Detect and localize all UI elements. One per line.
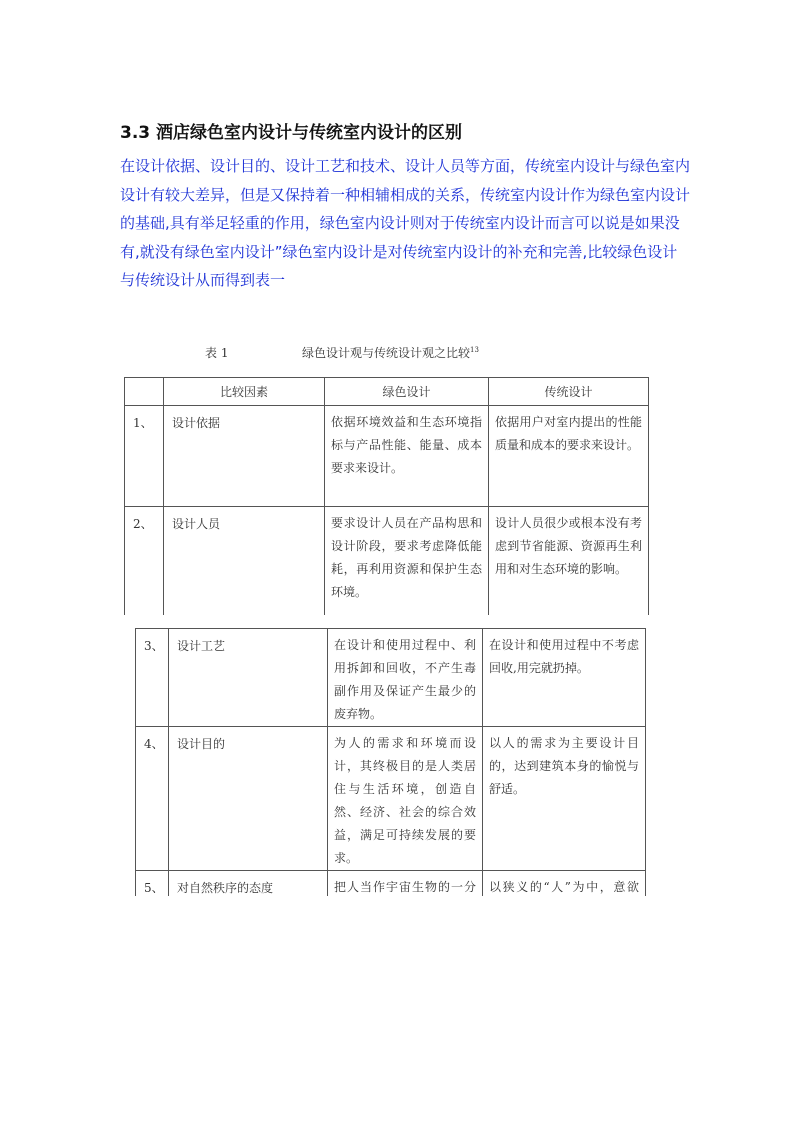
table-caption-ref: 13 bbox=[470, 346, 479, 354]
row-green: 依据环境效益和生态环境指标与产品性能、能量、成本要求来设计。 bbox=[331, 415, 482, 475]
table-row bbox=[125, 507, 649, 616]
row-factor: 设计人员 bbox=[172, 517, 221, 531]
header-green: 绿色设计 bbox=[325, 378, 489, 406]
table-row bbox=[125, 406, 649, 507]
row-number: 3、 bbox=[144, 639, 164, 653]
row-factor: 设计目的 bbox=[177, 737, 226, 751]
table-header-row bbox=[125, 378, 649, 406]
row-traditional: 在设计和使用过程中不考虑回收,用完就扔掉。 bbox=[489, 638, 639, 675]
row-traditional: 以狭义的“人”为中，意欲 bbox=[489, 880, 639, 894]
row-number: 2、 bbox=[133, 517, 153, 531]
row-green: 在设计和使用过程中、利用拆卸和回收，不产生毒副作用及保证产生最少的废弃物。 bbox=[334, 638, 476, 721]
header-traditional: 传统设计 bbox=[489, 378, 649, 406]
table-crop-edge bbox=[130, 896, 650, 936]
comparison-table-part-1 bbox=[124, 377, 649, 615]
body-paragraph: 在设计依据、设计目的、设计工艺和技术、设计人员等方面，传统室内设计与绿色室内设计有较大差异，但是又保持着一种相辅相成的关系，传统室内设计作为绿色室内设计的基础,具有举足轻重的作用，绿色室内设计则对于传统室内设计而言可以说是如果没有,就没有绿色室内设计”绿色室内设计是对传统室内设计的补充和完善,比较绿色设计与传统设计从而得到表一 bbox=[120, 157, 691, 289]
comparison-table-part-2 bbox=[135, 628, 646, 922]
table-caption-number: 表 1 bbox=[205, 346, 229, 360]
row-green: 为人的需求和环境而设计，其终极目的是人类居住与生活环境，创造自然、经济、社会的综合效益，满足可持续发展的要求。 bbox=[334, 736, 476, 865]
header-num bbox=[125, 378, 164, 406]
table-caption-title bbox=[302, 344, 479, 361]
row-factor: 设计依据 bbox=[172, 416, 221, 430]
row-number: 4、 bbox=[144, 737, 164, 751]
row-traditional: 依据用户对室内提出的性能质量和成本的要求来设计。 bbox=[495, 415, 642, 452]
header-factor: 比较因素 bbox=[164, 378, 325, 406]
table-caption-text: 绿色设计观与传统设计观之比较 bbox=[302, 346, 471, 360]
row-number: 1、 bbox=[133, 416, 153, 430]
row-factor: 设计工艺 bbox=[177, 639, 226, 653]
row-green: 要求设计人员在产品构思和设计阶段，要求考虑降低能耗，再利用资源和保护生态环境。 bbox=[331, 516, 482, 599]
row-traditional: 以人的需求为主要设计目的，达到建筑本身的愉悦与舒适。 bbox=[489, 736, 639, 796]
table-row bbox=[136, 727, 646, 871]
row-number: 5、 bbox=[144, 881, 164, 895]
row-traditional: 设计人员很少或根本没有考虑到节省能源、资源再生利用和对生态环境的影响。 bbox=[495, 516, 642, 576]
section-heading: 3.3 酒店绿色室内设计与传统室内设计的区别 bbox=[120, 123, 463, 143]
row-green: 把人当作宇宙生物的一分 bbox=[334, 880, 476, 894]
table-row bbox=[136, 629, 646, 727]
row-factor: 对自然秩序的态度 bbox=[177, 881, 274, 895]
